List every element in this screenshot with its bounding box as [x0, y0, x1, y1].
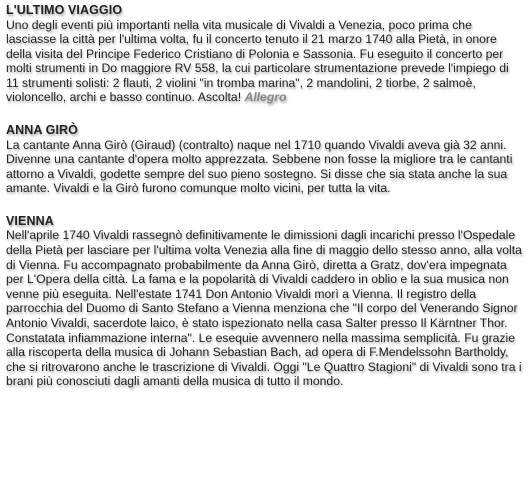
section-text: Nell'aprile 1740 Vivaldi rassegnò definitivamente le dimissioni dagli incarichi presso l'Ospedale della Pietà per lasciare per l'ultima volta Venezia alla fine di maggio dello stesso anno, alla volta di Vienna. Fu accompagnato probabilmente da Anna Girò, diretta a Gratz, dov'era impegnata per L'Opera della città. La fama e la popolarità di Vivaldi caddero in oblio e la sua musica non venne più eseguita. Nell'estate 1741 Don Antonio Vivaldi morì a Vienna. Il registro della parrocchia del Duomo di Santo Stefano a Vienna menziona che "Il corpo del Venerando Signor Antonio Vivaldi, sacerdote laico, è stato ispezionato nella casa Salter presso Il Kärntner Thor. Constatata infiammazione interna". Le esequie avvennero nella massima semplicità. Fu grazie alla riscoperta della musica di Johann Sebastian Bach, ad opera di F.Mendelssohn Bartholdy, che si ritrovarono anche le trascrizione di Vivaldi. Oggi "Le Quattro Stagioni" di Vivaldi sono tra i brani più conosciuti dagli amanti della musica di tutto il mondo.	[6, 228, 522, 389]
section-vienna	[6, 214, 524, 389]
section-title: VIENNA	[6, 213, 54, 228]
section-title: ANNA GIRÒ	[6, 123, 78, 138]
section-body: Uno degli eventi più importanti nella vita musicale di Vivaldi a Venezia, poco prima che lasciasse la città per l'ultima volta, fu il concerto tenuto il 21 marzo 1740 alla Pietà, in onore della visita del Principe Federico Cristiano di Polonia e Sassonia. Fu eseguito il concerto per molti strumenti in Do maggiore RV 558, la cui particolare strumentazione prevede l'impiego di 11 strumenti solisti: 2 flauti, 2 violini "in tromba marina", 2 mandolini, 2 tiorbe, 2 salmoè, violoncello, archi e basso continuo. Ascolta!	[6, 17, 509, 105]
allegro-link[interactable]: Allegro	[244, 90, 287, 105]
section-text: La cantante Anna Girò (Giraud) (contralto) naque nel 1710 quando Vivaldi aveva già 32 anni. Divenne una cantante d'opera molto apprezzata. Sebbene non fosse la migliore tra le cantanti attorno a Vivaldi, godette sempre del suo pieno sostegno. Si disse che sia stata anche la sua amante. Vivaldi e la Girò furono comunque molto vicini, per tutta la vita.	[6, 137, 513, 196]
section-title: L'ULTIMO VIAGGIO	[6, 3, 123, 17]
section-text	[6, 18, 524, 106]
section-ultimo-viaggio	[6, 3, 524, 105]
section-anna-giro	[6, 123, 524, 196]
